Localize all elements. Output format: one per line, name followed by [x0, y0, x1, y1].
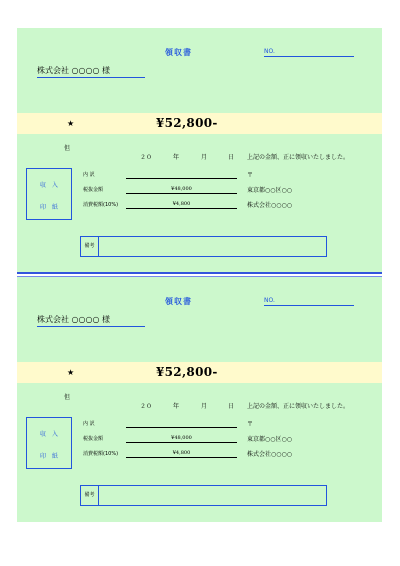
stamp-label-bottom: 印 紙	[40, 204, 60, 211]
date-day-unit: 日	[228, 403, 235, 410]
address: 東京都○○区○○	[247, 187, 292, 194]
breakdown-line	[126, 178, 237, 179]
breakdown-line	[126, 427, 237, 428]
date-year[interactable]: ２０	[140, 403, 153, 410]
receipt-top	[17, 28, 382, 273]
receipt-number-field[interactable]: NO.	[264, 297, 354, 306]
remarks-box[interactable]	[80, 236, 327, 257]
date-year[interactable]: ２０	[140, 154, 153, 161]
postal-mark: 〒	[247, 172, 254, 179]
receipt-title: 領収書	[165, 48, 192, 57]
receipt-number-field[interactable]: NO.	[264, 48, 354, 57]
amount-band	[17, 113, 382, 134]
date-year-unit: 年	[173, 403, 180, 410]
remarks-box[interactable]	[80, 485, 327, 506]
proviso-label: 但	[64, 394, 71, 401]
remarks-label: 備考	[81, 486, 99, 505]
tax-excluded-label: 税抜金額	[83, 436, 104, 442]
tax-value[interactable]: ¥4,800	[172, 450, 191, 456]
stamp-label-bottom: 印 紙	[40, 453, 60, 460]
company-name: 株式会社○○○○	[247, 451, 292, 458]
tax-value[interactable]: ¥4,800	[172, 201, 191, 207]
proviso-label: 但	[64, 145, 71, 152]
separator-line	[17, 272, 382, 274]
recipient-name[interactable]: 株式会社 ○○○○ 様	[37, 314, 145, 327]
breakdown-label: 内 訳	[83, 172, 95, 178]
address: 東京都○○区○○	[247, 436, 292, 443]
received-text: 上記の金額、正に領収いたしました。	[247, 154, 350, 161]
remarks-label: 備考	[81, 237, 99, 256]
amount-value[interactable]: ¥52,800-	[156, 365, 218, 379]
stamp-label-top: 収 入	[40, 182, 60, 189]
tax-excluded-value[interactable]: ¥48,000	[171, 186, 192, 192]
revenue-stamp-box	[26, 417, 72, 469]
tax-excluded-line	[126, 442, 237, 443]
amount-value[interactable]: ¥52,800-	[156, 116, 218, 130]
star-icon: ★	[67, 368, 75, 377]
tax-label: 消費税額(10%)	[83, 202, 119, 208]
date-year-unit: 年	[173, 154, 180, 161]
postal-mark: 〒	[247, 421, 254, 428]
tax-line	[126, 457, 237, 458]
date-month-unit: 月	[201, 154, 208, 161]
star-icon: ★	[67, 119, 75, 128]
receipt-title: 領収書	[165, 297, 192, 306]
tax-label: 消費税額(10%)	[83, 451, 119, 457]
recipient-name[interactable]: 株式会社 ○○○○ 様	[37, 65, 145, 78]
tax-excluded-line	[126, 193, 237, 194]
stamp-label-top: 収 入	[40, 431, 60, 438]
company-name: 株式会社○○○○	[247, 202, 292, 209]
date-day-unit: 日	[228, 154, 235, 161]
amount-band	[17, 362, 382, 383]
date-month-unit: 月	[201, 403, 208, 410]
receipt-bottom	[17, 277, 382, 522]
received-text: 上記の金額、正に領収いたしました。	[247, 403, 350, 410]
breakdown-label: 内 訳	[83, 421, 95, 427]
tax-line	[126, 208, 237, 209]
tax-excluded-label: 税抜金額	[83, 187, 104, 193]
revenue-stamp-box	[26, 168, 72, 220]
tax-excluded-value[interactable]: ¥48,000	[171, 435, 192, 441]
